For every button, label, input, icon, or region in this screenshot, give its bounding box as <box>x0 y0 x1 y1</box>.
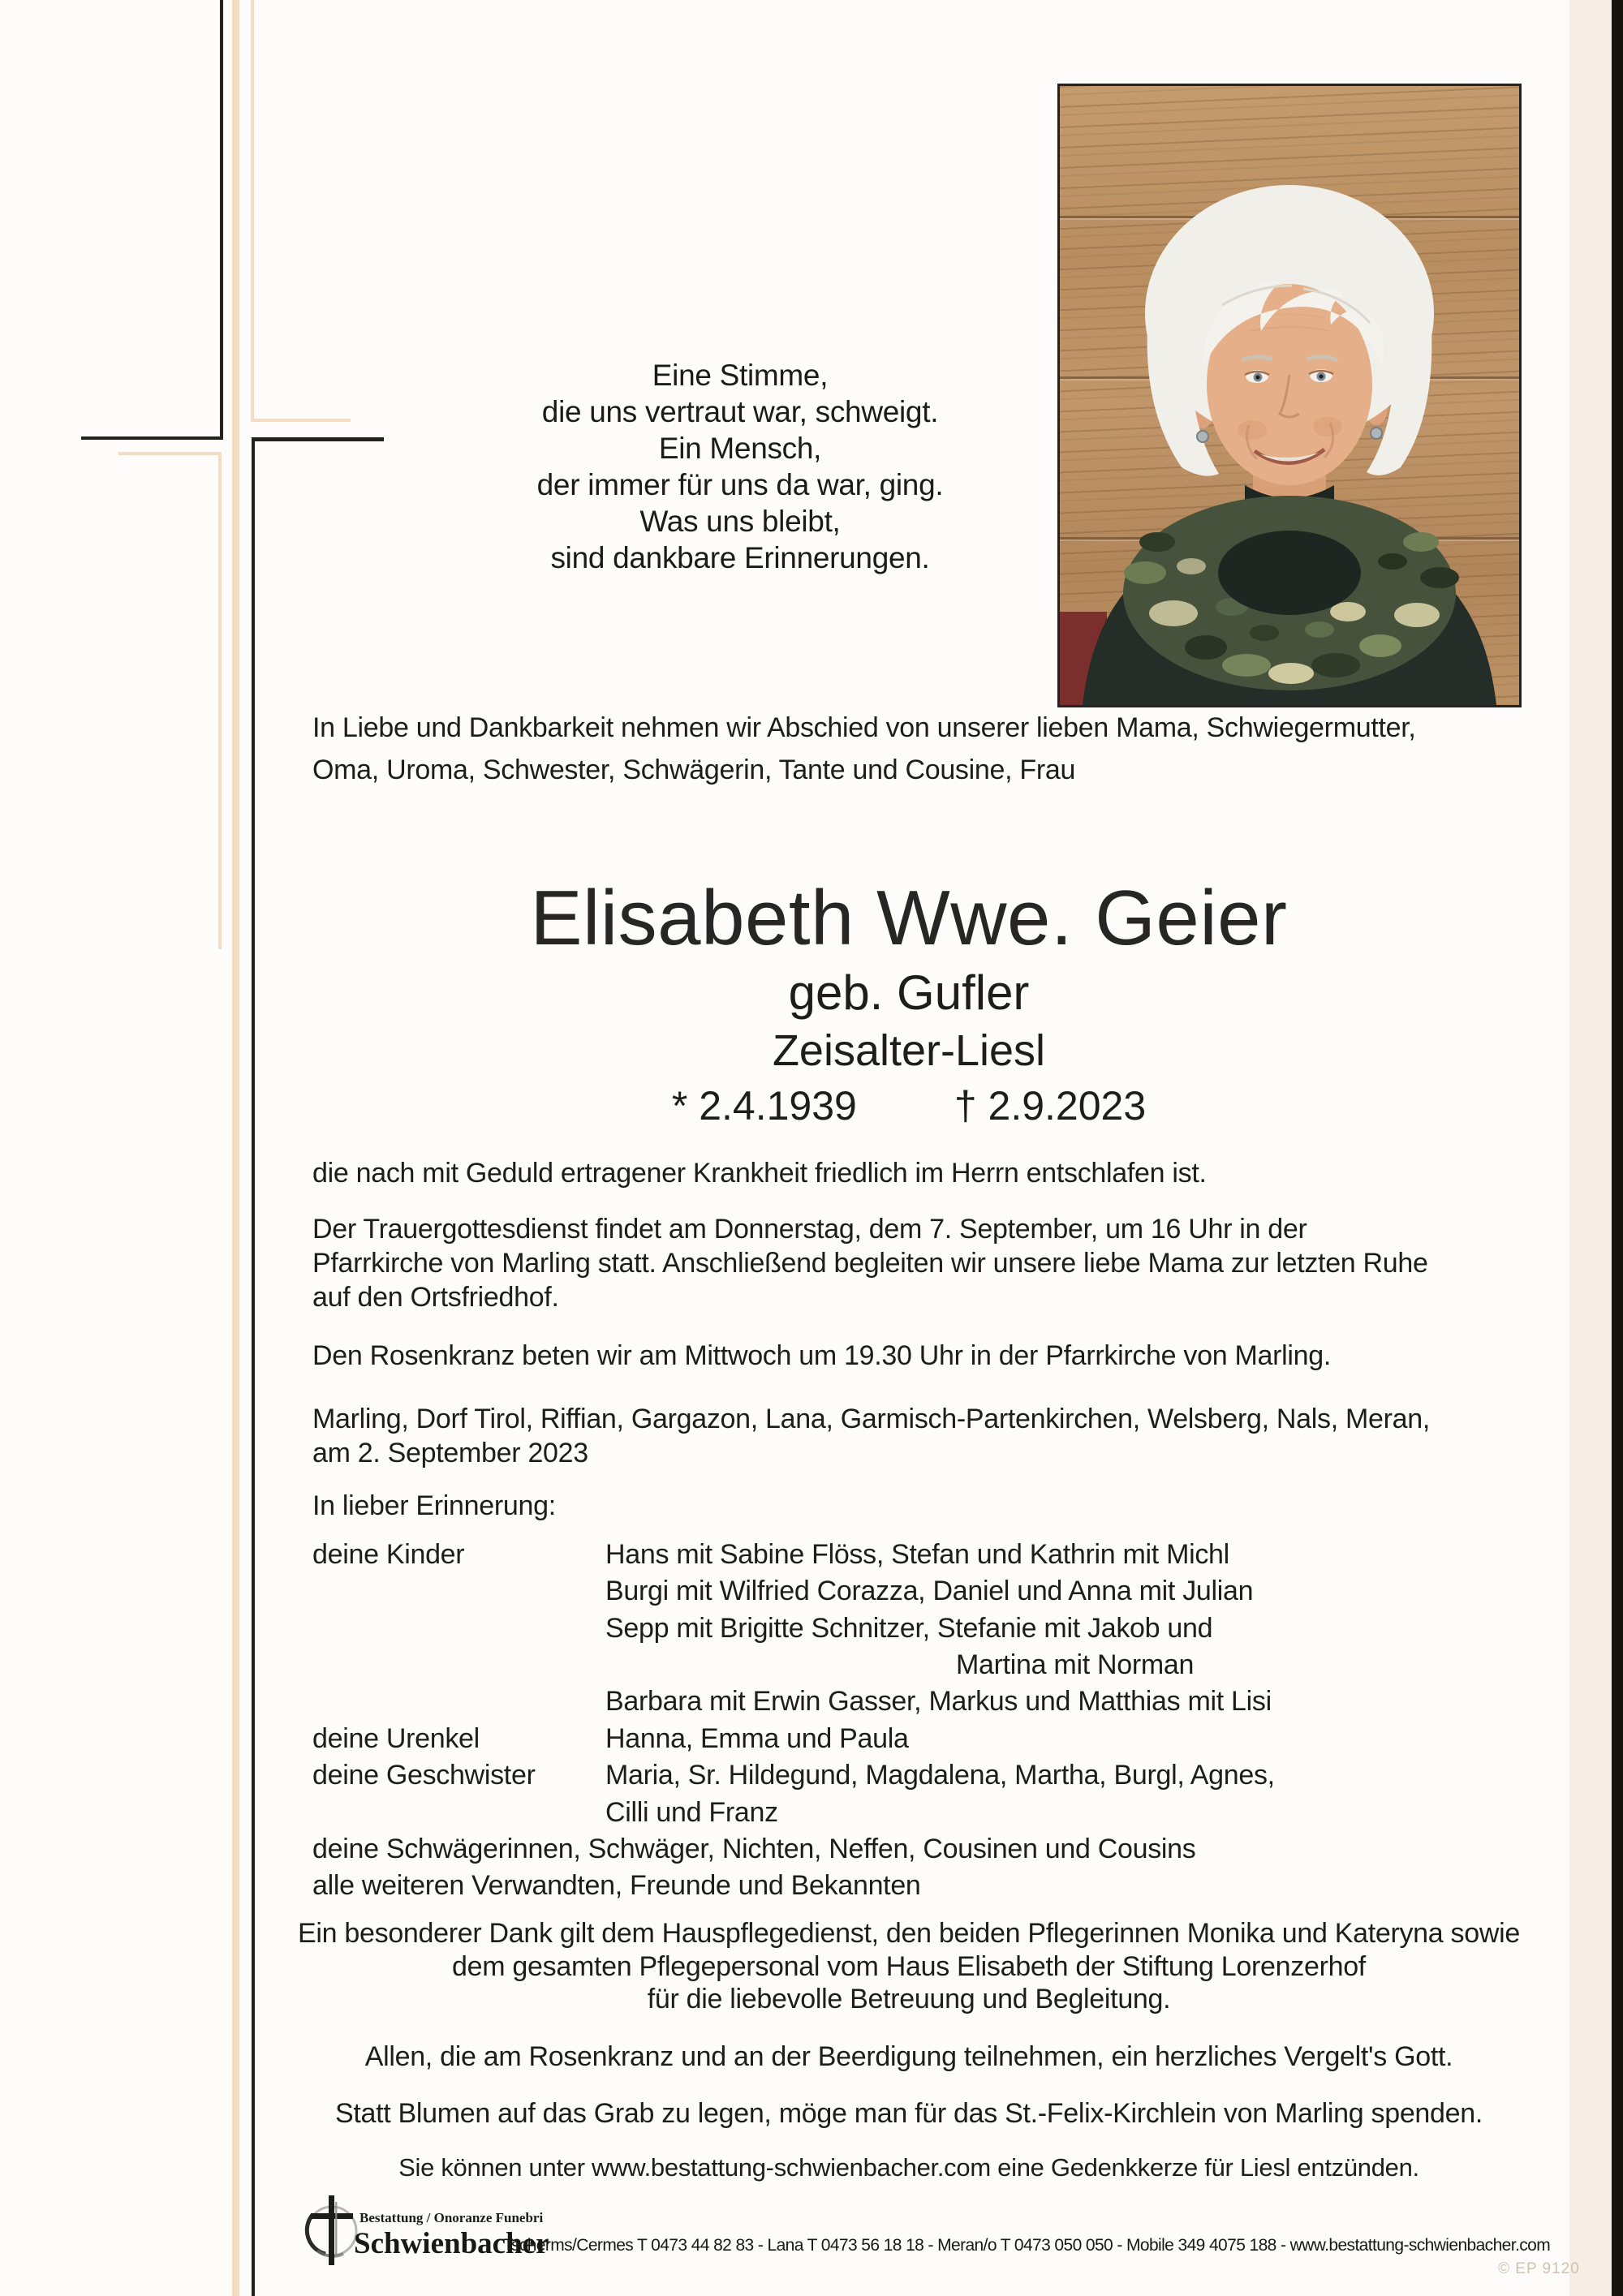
service-line: Pfarrkirche von Marling statt. Anschließend begleiten wir unsere liebe Mama zur letzten Ruhe <box>312 1248 1428 1279</box>
family-label: deine Kinder <box>312 1539 465 1570</box>
family-value: Burgi mit Wilfried Corazza, Daniel und Anna mit Julian <box>605 1576 1254 1606</box>
poem-line: Ein Mensch, <box>658 432 822 465</box>
birth-date: * 2.4.1939 <box>671 1083 857 1129</box>
service-line: auf den Ortsfriedhof. <box>312 1282 559 1313</box>
thanks-line: Ein besonderer Dank gilt dem Hauspflegedienst, den beiden Pflegerinnen Monika und Kateryna sowie <box>298 1918 1520 1949</box>
thanks-paragraph <box>235 1917 1582 2016</box>
rosary-line: Den Rosenkranz beten wir am Mittwoch um 19.30 Uhr in der Pfarrkirche von Marling. <box>312 1340 1332 1371</box>
maiden-name: geb. Gufler <box>788 965 1030 1020</box>
cross-line-black-arm-left <box>81 436 223 440</box>
family-value: alle weiteren Verwandten, Freunde und Bekannten <box>312 1870 921 1901</box>
poem-line: die uns vertraut war, schweigt. <box>541 395 939 428</box>
copyright-code: © EP 9120 <box>1498 2260 1580 2277</box>
poem-line: Was uns bleibt, <box>639 505 841 538</box>
brand-name: Schwienbacher <box>354 2227 549 2260</box>
intro-line: Oma, Uroma, Schwester, Schwägerin, Tante und Cousine, Frau <box>312 755 1076 785</box>
intro-line: In Liebe und Dankbarkeit nehmen wir Abschied von unserer lieben Mama, Schwiegermutter, <box>312 712 1416 743</box>
passing-line: die nach mit Geduld ertragener Krankheit friedlich im Herrn entschlafen ist. <box>312 1158 1207 1189</box>
family-value: deine Schwägerinnen, Schwäger, Nichten, Neffen, Cousinen und Cousins <box>312 1834 1196 1864</box>
family-value: Martina mit Norman <box>956 1649 1195 1680</box>
service-paragraph <box>312 1212 1578 1314</box>
intro-paragraph <box>312 707 1578 791</box>
memory-heading: In lieber Erinnerung: <box>312 1490 556 1521</box>
places-dateline <box>312 1402 1578 1470</box>
family-label: deine Urenkel <box>312 1723 480 1754</box>
memorial-poem <box>253 357 1227 576</box>
family-value: Maria, Sr. Hildegund, Magdalena, Martha, Burgl, Agnes, <box>605 1760 1275 1791</box>
cross-line-beige-vertical-left-low <box>218 452 222 949</box>
family-value: Sepp mit Brigitte Schnitzer, Stefanie mit Jakob und <box>605 1613 1213 1644</box>
poem-line: Eine Stimme, <box>652 359 829 392</box>
family-value: Hans mit Sabine Flöss, Stefan und Kathrin mit Michl <box>605 1539 1229 1570</box>
family-label: deine Geschwister <box>312 1760 536 1791</box>
death-date: † 2.9.2023 <box>954 1083 1147 1129</box>
contact-line: Tscherms/Cermes T 0473 44 82 83 - Lana T 0473 56 18 18 - Meran/o T 0473 050 050 - Mobile 349 4075 188 - www.bestattung-schwienbacher.com <box>503 2236 1551 2255</box>
cross-line-black-vertical-top <box>220 0 223 439</box>
brand-tagline: Bestattung / Onoranze Funebri <box>359 2210 544 2225</box>
family-value: Cilli und Franz <box>605 1797 778 1828</box>
cross-line-beige-arm-left-low <box>118 452 221 455</box>
places-line: Marling, Dorf Tirol, Riffian, Gargazon, Lana, Garmisch-Partenkirchen, Welsberg, Nals, Meran, <box>312 1404 1431 1434</box>
deceased-name: Elisabeth Wwe. Geier <box>530 875 1288 961</box>
life-dates <box>235 1084 1582 1128</box>
thanks-line: dem gesamten Pflegepersonal vom Haus Elisabeth der Stiftung Lorenzerhof <box>452 1950 1366 1982</box>
candle-line: Sie können unter www.bestattung-schwienbacher.com eine Gedenkkerze für Liesl entzünden. <box>398 2153 1419 2182</box>
places-line: am 2. September 2023 <box>312 1438 588 1468</box>
cross-line-black-vertical-bottom <box>252 437 255 2296</box>
donation-line: Statt Blumen auf das Grab zu legen, möge man für das St.-Felix-Kirchlein von Marling spenden. <box>334 2098 1483 2129</box>
family-value: Hanna, Emma und Paula <box>605 1723 909 1754</box>
scan-edge-shadow <box>1612 0 1623 2296</box>
poem-line: sind dankbare Erinnerungen. <box>550 541 930 574</box>
poem-line: der immer für uns da war, ging. <box>536 468 944 501</box>
family-value: Barbara mit Erwin Gasser, Markus und Matthias mit Lisi <box>605 1686 1272 1717</box>
vergelts-gott-line: Allen, die am Rosenkranz und an der Beerdigung teilnehmen, ein herzliches Vergelt's Gott. <box>364 2041 1453 2072</box>
thanks-line: für die liebevolle Betreuung und Begleitung. <box>647 1984 1171 2014</box>
house-name: Zeisalter-Liesl <box>772 1026 1046 1075</box>
service-line: Der Trauergottesdienst findet am Donnerstag, dem 7. September, um 16 Uhr in der <box>312 1214 1307 1245</box>
